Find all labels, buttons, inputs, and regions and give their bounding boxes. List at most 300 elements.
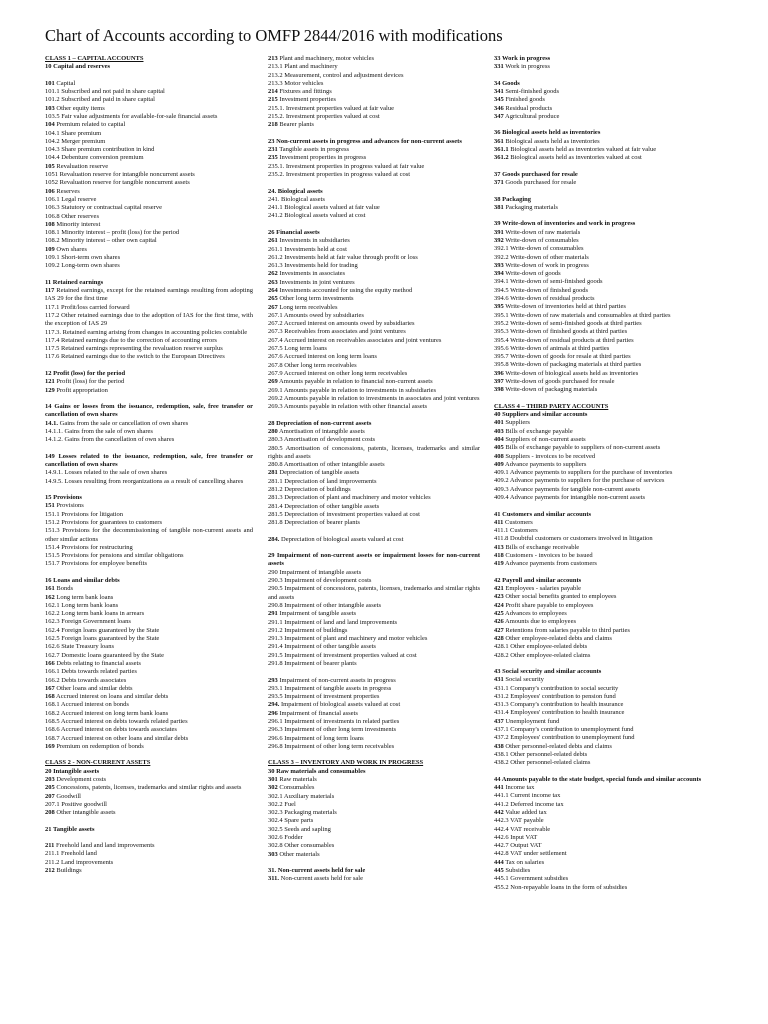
account-number: 361.1 [494, 146, 509, 154]
account-line [268, 237, 480, 245]
account-line [45, 793, 253, 801]
account-line [268, 105, 480, 113]
account-line [494, 817, 722, 825]
account-label: Investments in associates [279, 270, 346, 278]
group-heading: 14 Gains or losses from the issuance, redemption, sale, free transfer or cancellation of own shares [45, 403, 253, 419]
account-label: Own shares [56, 245, 87, 253]
account-line [268, 461, 480, 469]
account-label: Investments in subsidiaries [279, 237, 350, 245]
account-label: Bills of exchange receivable [505, 543, 580, 551]
account-line [494, 287, 722, 295]
account-label: 302.5 Seeds and sapling [268, 825, 331, 833]
spacer [494, 72, 722, 80]
account-line [268, 577, 480, 585]
account-label: Accrued interest on loans and similar debts [56, 693, 169, 701]
account-label: Tax on salaries [505, 858, 545, 866]
account-line [494, 370, 722, 378]
account-label: Work in progress [505, 63, 550, 71]
account-label: 280.5 Amortisation of concessions, patents, licenses, trademarks and similar rights and assets [268, 444, 480, 460]
group-heading: 12 Profit (loss) for the period [45, 369, 126, 377]
account-line [45, 859, 253, 867]
account-label: Depreciation of biological assets valued at cost [281, 535, 404, 543]
account-label: Bills of exchange payable [505, 427, 573, 435]
account-line [268, 569, 480, 577]
group-heading: 40 Suppliers and similar accounts [494, 411, 588, 419]
account-line [494, 552, 722, 560]
account-line [268, 585, 480, 602]
account-label: 395.6 Write-down of animals at third parties [494, 344, 610, 352]
account-number: 401 [494, 419, 504, 427]
account-label: 104.3 Share premium contribution in kind [45, 146, 155, 154]
account-label: 162.2 Long term bank loans in arrears [45, 610, 145, 618]
group-heading: 20 Intangible assets [45, 767, 100, 775]
account-line [268, 735, 480, 743]
account-line [45, 784, 253, 792]
account-line [268, 685, 480, 693]
account-line [45, 585, 253, 593]
account-line [268, 403, 480, 411]
account-number: 361 [494, 137, 504, 145]
account-line [494, 519, 722, 527]
account-line [45, 188, 253, 196]
account-label: 442.6 Input VAT [494, 833, 538, 841]
account-number: 151 [45, 502, 55, 510]
account-line [268, 171, 480, 179]
account-label: Impairment of financial assets [279, 709, 358, 717]
account-line [268, 287, 480, 295]
account-label: 211.1 Freehold land [45, 850, 97, 858]
account-line [45, 254, 253, 262]
account-number: 213 [268, 55, 278, 62]
account-label: Write-down of inventories held at third parties [505, 303, 626, 311]
group-heading: 36 Biological assets held as inventories [494, 129, 601, 137]
account-label: Raw materials [279, 775, 317, 783]
account-line [494, 842, 722, 850]
account-label: 213.2 Measurement, control and adjustment devices [268, 71, 404, 79]
account-label: Advance payments to suppliers [505, 460, 587, 468]
account-line [494, 320, 722, 328]
account-line [494, 801, 722, 809]
account-line [494, 685, 722, 693]
account-line [45, 842, 253, 850]
account-line [494, 834, 722, 842]
account-line [494, 618, 722, 626]
account-label: Debts relating to financial assets [56, 659, 141, 667]
class-heading: CLASS 1 – CAPITAL ACCOUNTS [45, 55, 144, 62]
account-line [494, 113, 722, 121]
account-label: 101.2 Subscribed and paid in share capital [45, 96, 155, 104]
account-label: Write-down of work in progress [505, 261, 589, 269]
account-label: 293.5 Impairment of investment properties [268, 693, 380, 701]
account-line [494, 850, 722, 858]
account-line [268, 96, 480, 104]
account-line [494, 826, 722, 834]
account-number: 108 [45, 220, 55, 228]
account-label: Advance payments from customers [505, 560, 597, 568]
account-label: Biological assets held as inventories valued at fair value [510, 146, 657, 154]
account-number: 394 [494, 270, 504, 278]
account-line [494, 635, 722, 643]
account-line [45, 436, 253, 444]
account-number: 413 [494, 543, 504, 551]
account-line [268, 627, 480, 635]
account-line [494, 792, 722, 800]
account-number: 296 [268, 709, 278, 717]
account-line [45, 801, 253, 809]
account-number: 421 [494, 585, 504, 593]
account-line [268, 113, 480, 121]
account-label: Amounts payable in relation to financial non-current assets [279, 378, 433, 386]
group-heading: 15 Provisions [45, 494, 82, 502]
account-line [45, 221, 253, 229]
account-number: 166 [45, 659, 55, 667]
account-line [268, 486, 480, 494]
account-line [268, 809, 480, 817]
account-label: 428.1 Other employee-related debts [494, 643, 588, 651]
account-label: Provisions [56, 502, 84, 510]
account-number: 381 [494, 203, 504, 211]
account-label: Suppliers of non-current assets [505, 436, 586, 443]
spacer [494, 660, 722, 668]
account-number: 345 [494, 96, 504, 104]
spacer [268, 544, 480, 552]
account-line [268, 320, 480, 328]
account-label: 296.8 Impairment of other long term receivables [268, 742, 395, 750]
account-line [494, 428, 722, 436]
spacer [45, 395, 253, 403]
account-line [494, 337, 722, 345]
account-line [494, 262, 722, 270]
account-line [268, 362, 480, 370]
account-label: 442.8 VAT under settlement [494, 850, 567, 858]
account-line [494, 693, 722, 701]
account-label: Write-down of raw materials [505, 228, 581, 236]
account-number: 105 [45, 162, 55, 170]
account-line [45, 643, 253, 651]
account-line [494, 278, 722, 286]
spacer [45, 271, 253, 279]
account-line [494, 204, 722, 212]
account-line [268, 718, 480, 726]
account-line [45, 378, 253, 386]
account-number: 214 [268, 88, 278, 96]
account-label: Concessions, patents, licenses, trademarks and similar rights and assets [56, 784, 242, 792]
account-label: Agricultural produce [505, 112, 560, 120]
account-number: 262 [268, 270, 278, 278]
account-label: 281.3 Depreciation of plant and machinery and motor vehicles [268, 494, 431, 502]
account-line [45, 428, 253, 436]
account-line [268, 246, 480, 254]
account-number: 162 [45, 593, 55, 601]
account-label: 215.1. Investment properties valued at fair value [268, 104, 394, 112]
account-label: 290.3 Impairment of development costs [268, 577, 372, 585]
account-line [494, 386, 722, 394]
account-label: 395.1 Write-down of raw materials and consumables at third parties [494, 311, 671, 319]
account-line [268, 304, 480, 312]
account-label: 395.2 Write-down of semi-finished goods at third parties [494, 319, 642, 327]
account-number: 347 [494, 112, 504, 120]
account-label: 162.7 Domestic loans guaranteed by the State [45, 651, 164, 659]
account-number: 445 [494, 867, 504, 874]
spacer [494, 187, 722, 195]
account-number: 101 [45, 79, 55, 87]
account-label: Minority interest [56, 220, 101, 228]
account-number: 280 [268, 427, 278, 435]
account-label: 302.4 Spare parts [268, 817, 314, 825]
account-line [268, 519, 480, 527]
account-number: 207 [45, 792, 55, 800]
account-label: 241. Biological assets [268, 195, 325, 203]
account-number: 428 [494, 634, 504, 642]
spacer [45, 362, 253, 370]
account-label: Retentions from salaries payable to third parties [505, 626, 630, 634]
account-line [45, 138, 253, 146]
spacer [268, 221, 480, 229]
account-line [494, 701, 722, 709]
account-label: Write-down of biological assets held as inventories [505, 369, 639, 377]
account-line [45, 610, 253, 618]
account-line [494, 751, 722, 759]
spacer [268, 668, 480, 676]
account-label: 168.1 Accrued interest on bonds [45, 701, 129, 709]
group-heading: 149 Losses related to the issuance, redemption, sale, free transfer or cancellation of own shares [45, 452, 253, 468]
account-line [268, 262, 480, 270]
account-line [268, 312, 480, 320]
account-line [268, 88, 480, 96]
account-line [494, 477, 722, 485]
account-line [45, 618, 253, 626]
account-line [45, 213, 253, 221]
account-line [268, 469, 480, 477]
account-label: 411.1 Customers [494, 527, 538, 535]
account-line [45, 527, 253, 544]
account-number: 301 [268, 775, 278, 783]
account-label: 117.3. Retained earning arising from changes in accounting policies contabile [45, 328, 248, 336]
account-number: 341 [494, 88, 504, 96]
account-line [45, 420, 253, 428]
account-line [45, 80, 253, 88]
account-line [45, 627, 253, 635]
account-line [268, 793, 480, 801]
account-line [45, 312, 253, 329]
account-line [494, 726, 722, 734]
account-label: Amounts due to employees [505, 618, 576, 626]
account-label: 455.2 Non-repayable loans in the form of subsidies [494, 883, 628, 891]
account-line [45, 121, 253, 129]
account-line [494, 875, 722, 883]
account-label: 213.1 Plant and machinery [268, 63, 338, 71]
account-line [494, 494, 722, 502]
spacer [268, 179, 480, 187]
account-line [494, 96, 722, 104]
class-heading: CLASS 4 – THIRD PARTY ACCOUNTS [494, 402, 609, 410]
group-heading: 28 Depreciation of non-current assets [268, 419, 372, 427]
account-line [494, 627, 722, 635]
account-line [268, 701, 480, 709]
account-label: 117.5 Retained earnings representing the revaluation reserve surplus [45, 345, 223, 353]
account-number: 106 [45, 187, 55, 195]
account-line [268, 834, 480, 842]
account-label: 394.1 Write-down of semi-finished goods [494, 278, 603, 286]
account-line [494, 444, 722, 452]
account-number: 231 [268, 146, 278, 154]
group-heading: 26 Financial assets [268, 228, 320, 236]
account-label: 108.2 Minority interest – other own capital [45, 237, 157, 245]
account-label: Premium related to capital [56, 121, 126, 129]
account-line [494, 809, 722, 817]
account-number: 438 [494, 742, 504, 750]
account-line [494, 63, 722, 71]
account-label: 291.5 Impairment of investment properties valued at cost [268, 651, 417, 659]
account-label: Bills of exchange payable to suppliers of non-current assets [505, 444, 661, 452]
account-label: 14.9.5. Losses resulting from reorganizations as a result of cancelling shares [45, 477, 244, 485]
account-number: 424 [494, 601, 504, 609]
account-label: 302.6 Fodder [268, 834, 303, 842]
account-line [268, 72, 480, 80]
group-heading: 31. Non-current assets held for sale [268, 867, 366, 875]
account-line [268, 55, 480, 63]
account-line [45, 469, 253, 477]
account-line [268, 295, 480, 303]
account-label: Fixtures and fittings [279, 88, 332, 96]
account-line [494, 179, 722, 187]
account-line [268, 387, 480, 395]
class-heading: CLASS 3 – INVENTORY AND WORK IN PROGRESS [268, 759, 424, 767]
account-label: Long term receivables [279, 303, 338, 311]
account-number: 203 [45, 775, 55, 783]
group-heading: 41 Customers and similar accounts [494, 510, 592, 518]
account-label: 101.1 Subscribed and not paid in share capital [45, 88, 165, 96]
account-line [268, 710, 480, 718]
account-label: 151.1 Provisions for litigation [45, 510, 123, 518]
account-line [45, 718, 253, 726]
account-number: 293 [268, 676, 278, 684]
account-label: Goods purchased for resale [505, 179, 577, 187]
account-label: Investments in joint ventures [279, 278, 355, 286]
group-heading: 11 Retained earnings [45, 278, 104, 286]
account-label: 442.7 Output VAT [494, 842, 542, 850]
account-line [494, 610, 722, 618]
account-label: 431.3 Company's contribution to health insurance [494, 701, 624, 709]
account-line [45, 262, 253, 270]
account-label: Write-down of packaging materials [505, 386, 598, 394]
account-line [268, 328, 480, 336]
account-line [45, 353, 253, 361]
account-label: Social security [505, 676, 544, 684]
group-heading: 44 Amounts payable to the state budget, special funds and similar accounts [494, 775, 702, 783]
account-line [268, 494, 480, 502]
account-line [45, 701, 253, 709]
account-label: 168.2 Accrued interest on long term bank loans [45, 709, 169, 717]
account-line [45, 668, 253, 676]
account-line [45, 519, 253, 527]
account-label: Capital [56, 79, 76, 87]
account-line [45, 88, 253, 96]
account-label: 267.6 Accrued interest on long term loans [268, 353, 377, 361]
account-label: 267.9 Accrued interest on other long term receivables [268, 369, 408, 377]
account-label: Other long term investments [279, 295, 354, 303]
account-label: Other employee-related debts and claims [505, 634, 612, 642]
group-heading: 24. Biological assets [268, 187, 323, 195]
account-number: 371 [494, 179, 504, 187]
account-line [494, 378, 722, 386]
account-label: 409.4 Advance payments for intangible non-current assets [494, 494, 646, 502]
account-number: 409 [494, 460, 504, 468]
account-line [45, 693, 253, 701]
account-line [494, 867, 722, 875]
account-label: Bonds [56, 585, 73, 593]
account-label: 106.8 Other reserves [45, 212, 99, 220]
account-line [268, 851, 480, 859]
account-number: 129 [45, 386, 55, 394]
account-label: 290.5 Impairment of concessions, patents, licenses, trademarks and similar rights and assets [268, 585, 480, 601]
account-label: 409.1 Advance payments to suppliers for the purchase of inventories [494, 469, 673, 477]
account-label: Non-current assets held for sale [280, 875, 363, 883]
account-line [268, 154, 480, 162]
account-label: 302.3 Packaging materials [268, 809, 337, 817]
spacer [45, 751, 253, 759]
account-line [494, 245, 722, 253]
account-line [268, 693, 480, 701]
account-number: 331 [494, 63, 504, 71]
account-line [268, 163, 480, 171]
account-number: 291 [268, 610, 278, 618]
account-line [45, 602, 253, 610]
account-label: Write-down of consumables [505, 236, 579, 244]
account-label: 411.8 Doubtful customers or customers involved in litigation [494, 535, 653, 543]
account-label: 267.5 Long term loans [268, 345, 327, 353]
account-line [268, 146, 480, 154]
account-line [268, 743, 480, 751]
spacer [494, 163, 722, 171]
account-line [494, 676, 722, 684]
account-line [45, 560, 253, 568]
account-line [268, 652, 480, 660]
account-line [494, 486, 722, 494]
account-label: 117.1 Profit/loss carried forward [45, 303, 130, 311]
account-line [45, 154, 253, 162]
account-line [494, 353, 722, 361]
account-label: 14.1.1. Gains from the sale of own shares [45, 427, 153, 435]
account-line [494, 295, 722, 303]
account-line [268, 511, 480, 519]
account-label: Other intangible assets [56, 809, 116, 817]
account-number: 264 [268, 286, 278, 294]
spacer [494, 768, 722, 776]
account-number: 168 [45, 693, 55, 701]
account-line [494, 759, 722, 767]
account-label: Unemployment fund [505, 717, 560, 725]
account-label: 437.2 Employees' contribution to unemployment fund [494, 734, 635, 742]
account-line [268, 801, 480, 809]
spacer [268, 527, 480, 535]
account-line [45, 776, 253, 784]
account-label: 162.5 Foreign loans guaranteed by the State [45, 635, 160, 643]
account-label: 151.4 Provisions for restructuring [45, 543, 133, 551]
account-label: 168.5 Accrued interest on debts towards related parties [45, 717, 188, 725]
account-line [494, 602, 722, 610]
account-number: 212 [45, 867, 55, 874]
account-line [268, 204, 480, 212]
account-line [494, 312, 722, 320]
account-label: 14.9.1. Losses related to the sale of own shares [45, 469, 168, 477]
spacer [45, 834, 253, 842]
account-number: 284. [268, 535, 280, 543]
account-number: 426 [494, 618, 504, 626]
account-line [494, 237, 722, 245]
account-line [45, 594, 253, 602]
account-line [268, 428, 480, 436]
